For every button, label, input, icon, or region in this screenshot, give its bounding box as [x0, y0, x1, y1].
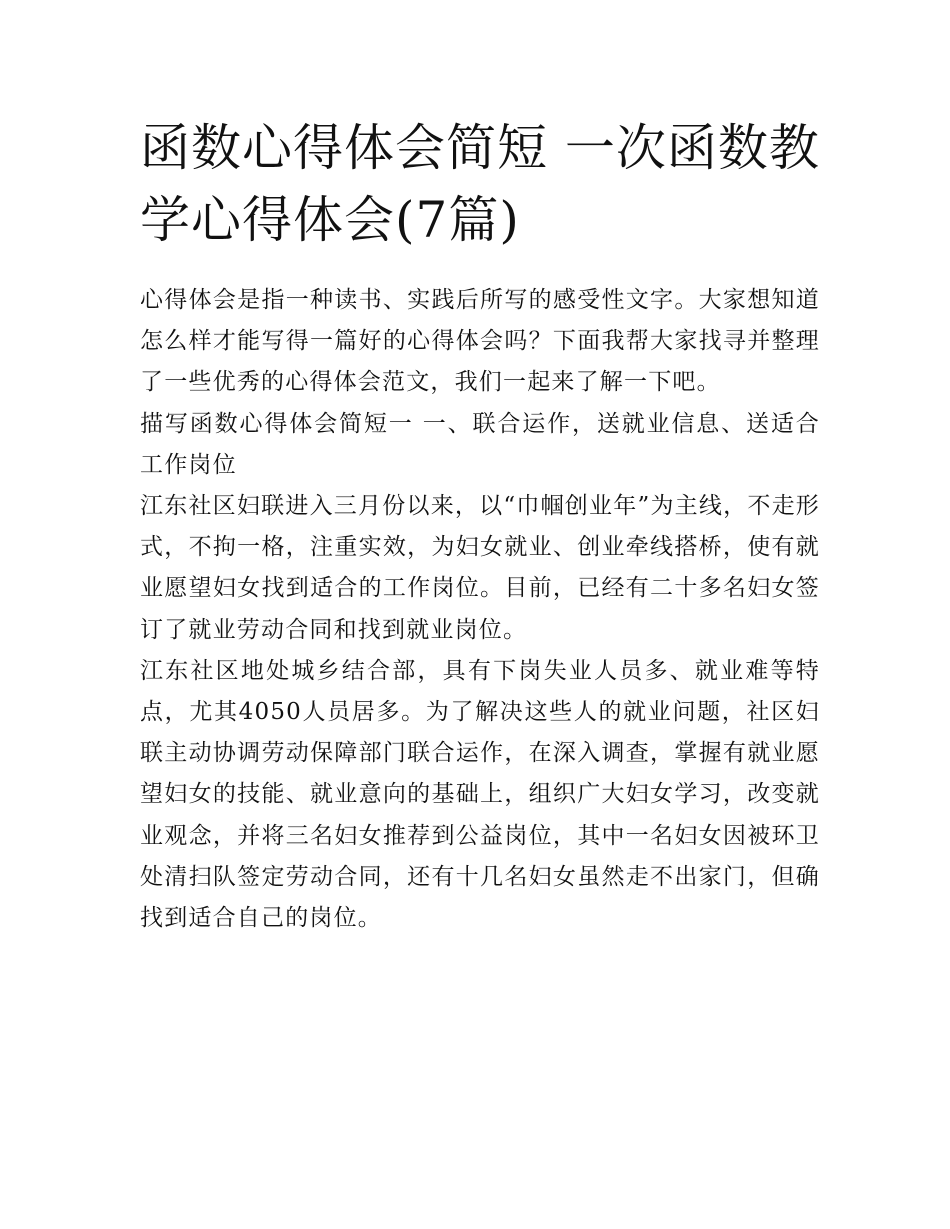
paragraph-intro: 心得体会是指一种读书、实践后所写的感受性文字。大家想知道怎么样才能写得一篇好的心得体会吗？下面我帮大家找寻并整理了一些优秀的心得体会范文，我们一起来了解一下吧。	[140, 287, 820, 396]
document-body	[140, 280, 820, 939]
paragraph-body: 江东社区妇联进入三月份以来，以“巾帼创业年”为主线，不走形式，不拘一格，注重实效，为妇女就业、创业牵线搭桥，使有就业愿望妇女找到适合的工作岗位。目前，已经有二十多名妇女签订了就业劳动合同和找到就业岗位。	[140, 493, 820, 643]
paragraph-section-heading: 描写函数心得体会简短一 一、联合运作，送就业信息、送适合工作岗位	[140, 410, 820, 478]
paragraph-body: 江东社区地处城乡结合部，具有下岗失业人员多、就业难等特点，尤其4050人员居多。为了解决这些人的就业问题，社区妇联主动协调劳动保障部门联合运作，在深入调查，掌握有就业愿望妇女的技能、就业意向的基础上，组织广大妇女学习，改变就业观念，并将三名妇女推荐到公益岗位，其中一名妇女因被环卫处清扫队签定劳动合同，还有十几名妇女虽然走不出家门，但确找到适合自己的岗位。	[140, 657, 820, 932]
document-title: 函数心得体会简短 一次函数教学心得体会(7篇)	[140, 119, 820, 249]
